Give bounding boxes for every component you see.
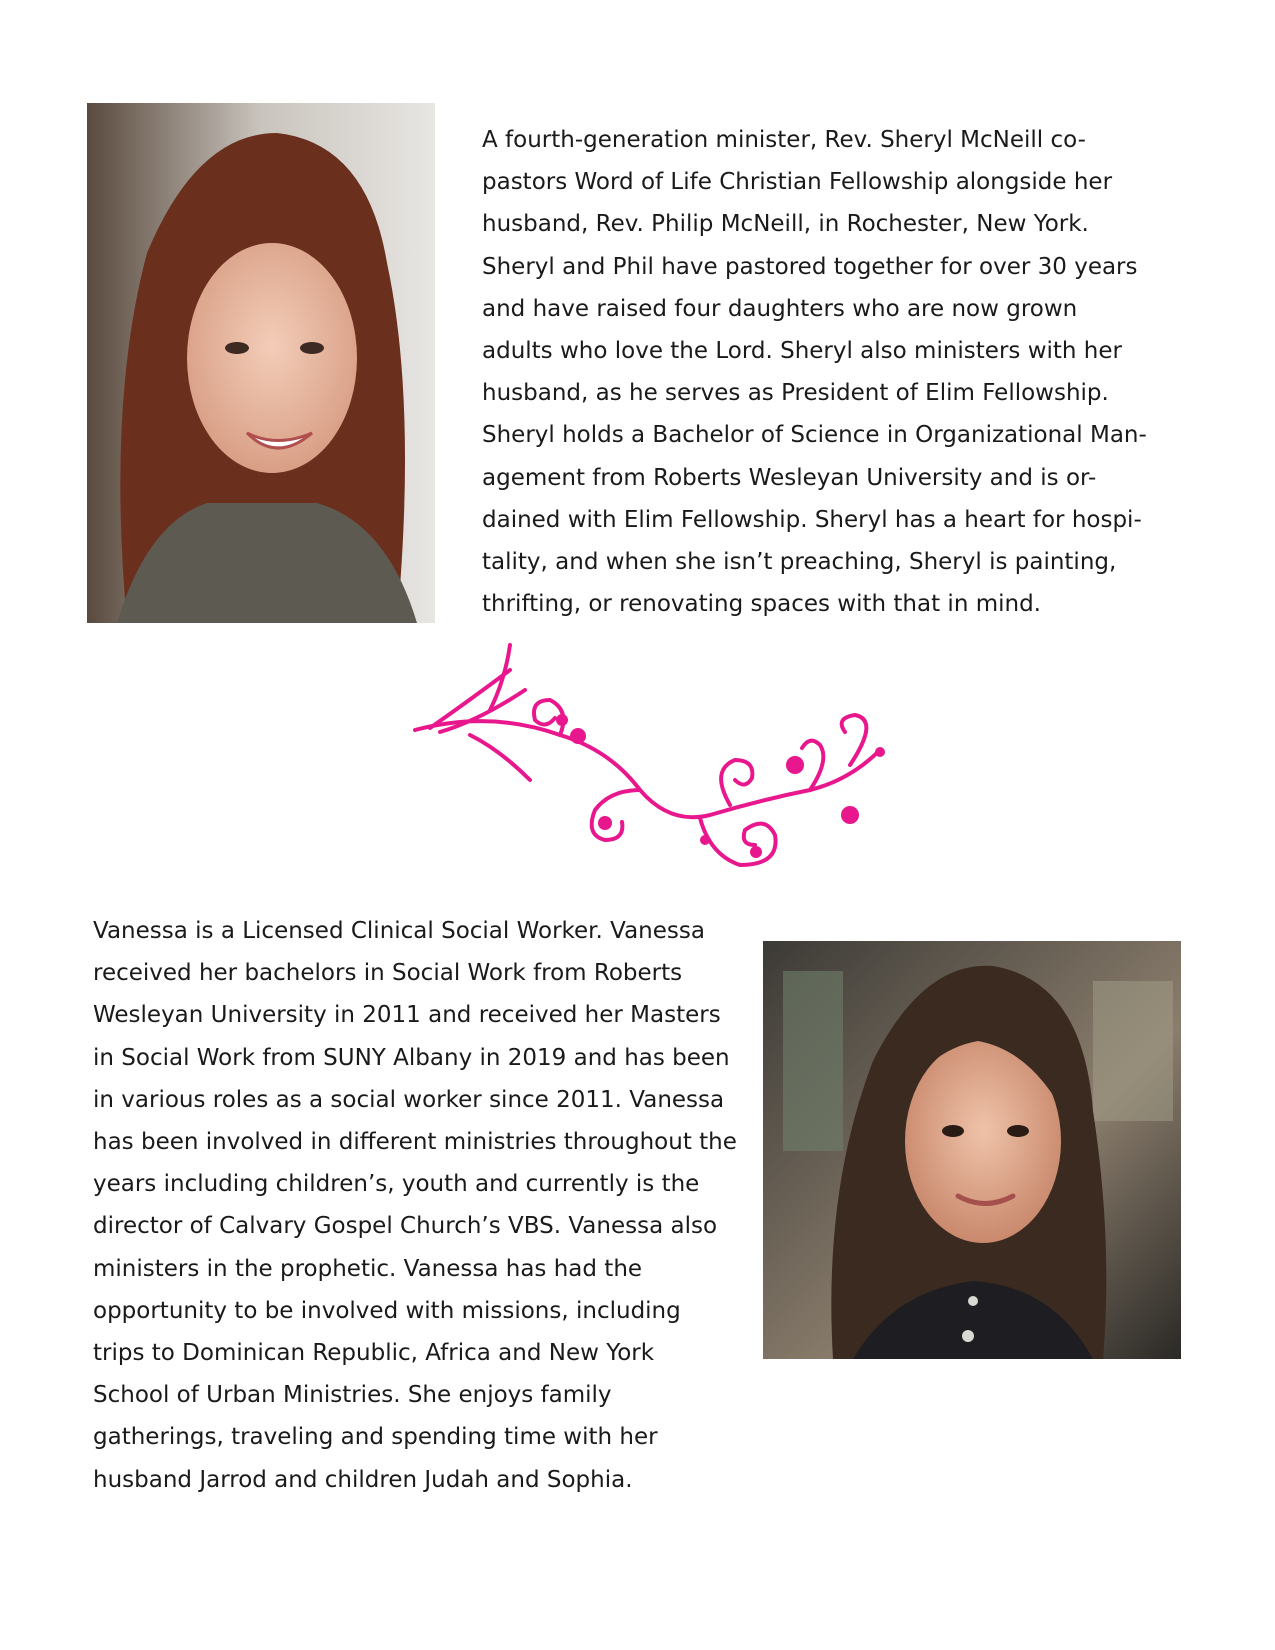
sheryl-bio-line: husband, as he serves as President of Elim Fellowship. xyxy=(482,380,1109,407)
sheryl-bio-line: Sheryl holds a Bachelor of Science in Organizational Man- xyxy=(482,422,1147,449)
vanessa-bio-line: Wesleyan University in 2011 and received her Masters xyxy=(93,1002,721,1029)
vanessa-bio-line: opportunity to be involved with missions, including xyxy=(93,1297,681,1324)
sheryl-bio-line: A fourth-generation minister, Rev. Sheryl McNeill co- xyxy=(482,127,1086,153)
vanessa-bio-line: in Social Work from SUNY Albany in 2019 and has been xyxy=(93,1044,730,1071)
sheryl-bio-line: Sheryl and Phil have pastored together for over 30 years xyxy=(482,253,1138,280)
sheryl-bio-line: and have raised four daughters who are now grown xyxy=(482,295,1078,322)
vanessa-bio-line: Vanessa is a Licensed Clinical Social Worker. Vanessa xyxy=(93,918,705,944)
sheryl-bio-line: dained with Elim Fellowship. Sheryl has a heart for hospi- xyxy=(482,506,1142,533)
vanessa-bio-line: director of Calvary Gospel Church’s VBS. Vanessa also xyxy=(93,1213,718,1240)
vanessa-bio-line: husband Jarrod and children Judah and Sophia. xyxy=(93,1466,633,1493)
sheryl-bio-line: thrifting, or renovating spaces with that in mind. xyxy=(482,591,1041,618)
vanessa-bio-paragraph xyxy=(93,910,737,1501)
sheryl-bio-line: tality, and when she isn’t preaching, Sheryl is painting, xyxy=(482,549,1117,576)
vanessa-bio-line: School of Urban Ministries. She enjoys family xyxy=(93,1382,612,1409)
vanessa-bio-line: years including children’s, youth and currently is the xyxy=(93,1171,700,1198)
sheryl-portrait-photo xyxy=(87,103,435,623)
vanessa-bio-line: in various roles as a social worker since 2011. Vanessa xyxy=(93,1086,725,1113)
sheryl-bio-line: pastors Word of Life Christian Fellowship alongside her xyxy=(482,169,1113,196)
vanessa-bio-line: ministers in the prophetic. Vanessa has had the xyxy=(93,1255,643,1282)
vanessa-bio-line: received her bachelors in Social Work from Roberts xyxy=(93,960,683,987)
sheryl-bio-line: adults who love the Lord. Sheryl also ministers with her xyxy=(482,338,1122,365)
vanessa-portrait-photo xyxy=(763,941,1181,1359)
sheryl-bio-paragraph xyxy=(482,119,1147,625)
sheryl-bio-line: husband, Rev. Philip McNeill, in Rochester, New York. xyxy=(482,211,1089,238)
sheryl-bio-line: agement from Roberts Wesleyan University and is or- xyxy=(482,464,1097,491)
vanessa-bio-line: trips to Dominican Republic, Africa and New York xyxy=(93,1340,655,1367)
vanessa-bio-line: gatherings, traveling and spending time with her xyxy=(93,1424,658,1451)
vanessa-bio-line: has been involved in different ministries throughout the xyxy=(93,1129,737,1156)
floral-swirl-ornament xyxy=(410,640,910,900)
